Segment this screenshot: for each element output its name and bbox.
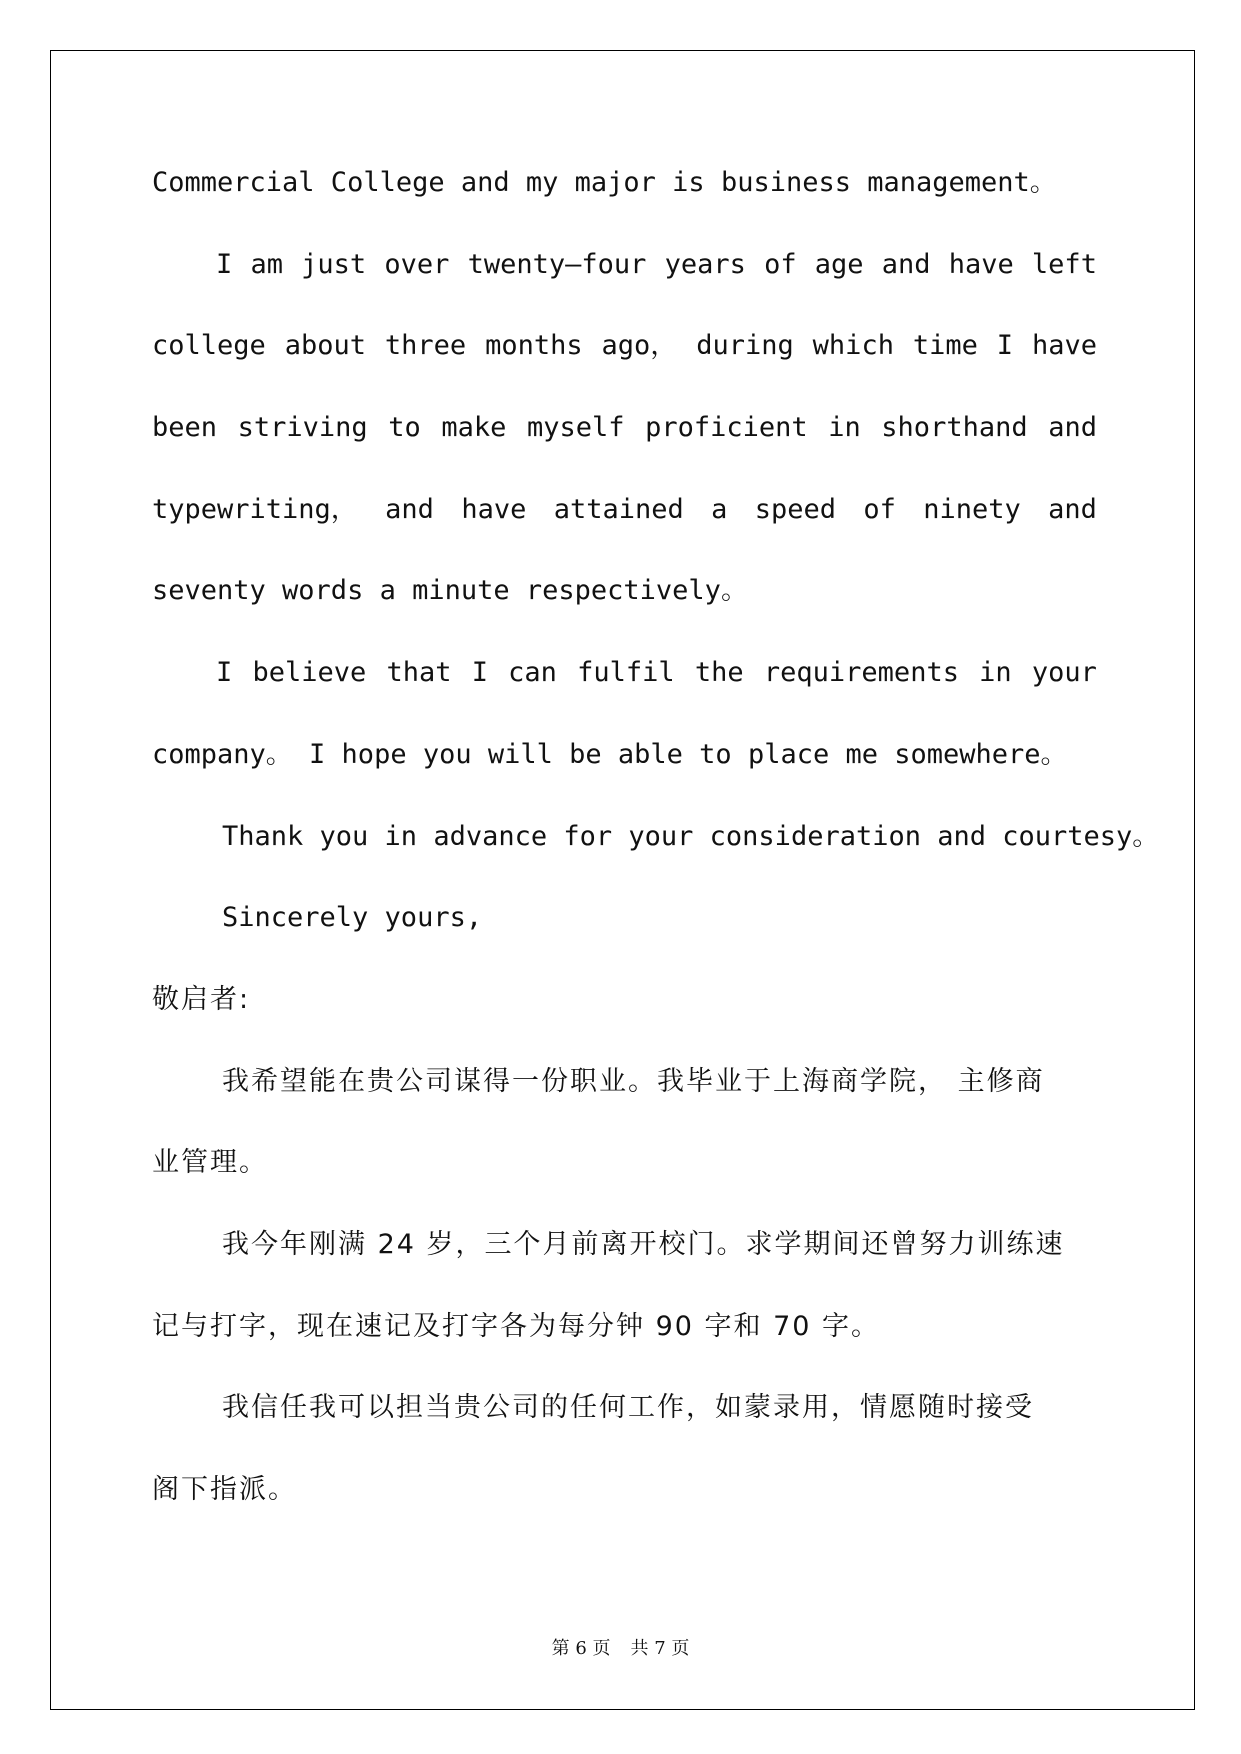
paragraph-line-cn: 我希望能在贵公司谋得一份职业。我毕业于上海商学院， 主修商 — [222, 1065, 1045, 1097]
word: I — [471, 657, 488, 689]
paragraph-line: company。 I hope you will be able to place me somewhere。 — [152, 738, 1068, 770]
word: ninety — [923, 493, 1021, 525]
paragraph-line-justified — [152, 328, 1097, 410]
signoff-line: Sincerely yours, — [222, 902, 483, 934]
word: shorthand — [881, 412, 1028, 444]
word: fulfil — [577, 657, 675, 689]
salutation: 敬启者: — [152, 983, 251, 1015]
word: left — [1031, 248, 1097, 280]
paragraph-line-cn: 我信任我可以担当贵公司的任何工作，如蒙录用，情愿随时接受 — [222, 1392, 1034, 1424]
paragraph-line-cn: 记与打字，现在速记及打字各为每分钟 90 字和 70 字。 — [152, 1310, 881, 1342]
paragraph-line-justified — [152, 492, 1097, 574]
word: myself — [526, 412, 625, 444]
word: been — [152, 412, 218, 444]
paragraph-line-justified — [152, 655, 1097, 737]
word: and — [881, 248, 931, 280]
word: can — [508, 657, 557, 689]
word: attained — [553, 493, 684, 525]
word: in — [828, 412, 861, 444]
word: have — [461, 493, 527, 525]
word: and — [385, 493, 434, 525]
word: have — [1031, 330, 1097, 362]
word: am — [250, 248, 283, 280]
word: make — [441, 412, 507, 444]
page-footer — [0, 1634, 1241, 1660]
word: typewriting， — [152, 493, 358, 525]
word: speed — [754, 493, 837, 525]
word: of — [863, 493, 896, 525]
letter-body — [152, 165, 1160, 1554]
page-total: 共 7 页 — [630, 1638, 690, 1659]
paragraph-line-cn: 我今年刚满 24 岁，三个月前离开校门。求学期间还曾努力训练速 — [222, 1228, 1065, 1260]
paragraph-line-cn: 阁下指派。 — [152, 1474, 297, 1505]
word: a — [711, 493, 728, 525]
word: age — [814, 248, 864, 280]
word: to — [388, 412, 421, 444]
word: in — [979, 657, 1012, 689]
word: twenty—four — [467, 248, 647, 280]
word: which — [812, 330, 894, 362]
word: and — [1048, 412, 1097, 444]
paragraph-line-justified — [152, 410, 1097, 492]
word: college — [152, 330, 266, 362]
word: the — [694, 657, 744, 689]
word: years — [664, 248, 746, 280]
paragraph-line-justified — [152, 247, 1097, 329]
page-number: 第 6 页 — [551, 1638, 611, 1659]
word: and — [1048, 493, 1097, 525]
word: ago， — [601, 330, 678, 362]
paragraph-line: seventy words a minute respectively。 — [152, 575, 748, 607]
word: believe — [252, 657, 367, 689]
word: I — [216, 248, 233, 280]
word: proficient — [645, 412, 808, 444]
word: your — [1031, 657, 1097, 689]
word: time — [912, 330, 978, 362]
word: three — [384, 330, 467, 362]
paragraph-line: Commercial College and my major is business management。 — [152, 167, 1057, 198]
word: of — [764, 248, 797, 280]
word: have — [948, 248, 1014, 280]
word: over — [384, 248, 450, 280]
word: I — [216, 657, 233, 689]
word: requirements — [763, 657, 959, 689]
word: just — [301, 248, 367, 280]
word: that — [386, 657, 452, 689]
word: striving — [237, 412, 368, 444]
closing-line: Thank you in advance for your consideration and courtesy。 — [222, 820, 1160, 852]
word: I — [996, 330, 1014, 362]
word: during — [696, 330, 794, 362]
word: about — [284, 330, 366, 362]
paragraph-line-cn: 业管理。 — [152, 1147, 268, 1179]
word: months — [485, 330, 583, 362]
